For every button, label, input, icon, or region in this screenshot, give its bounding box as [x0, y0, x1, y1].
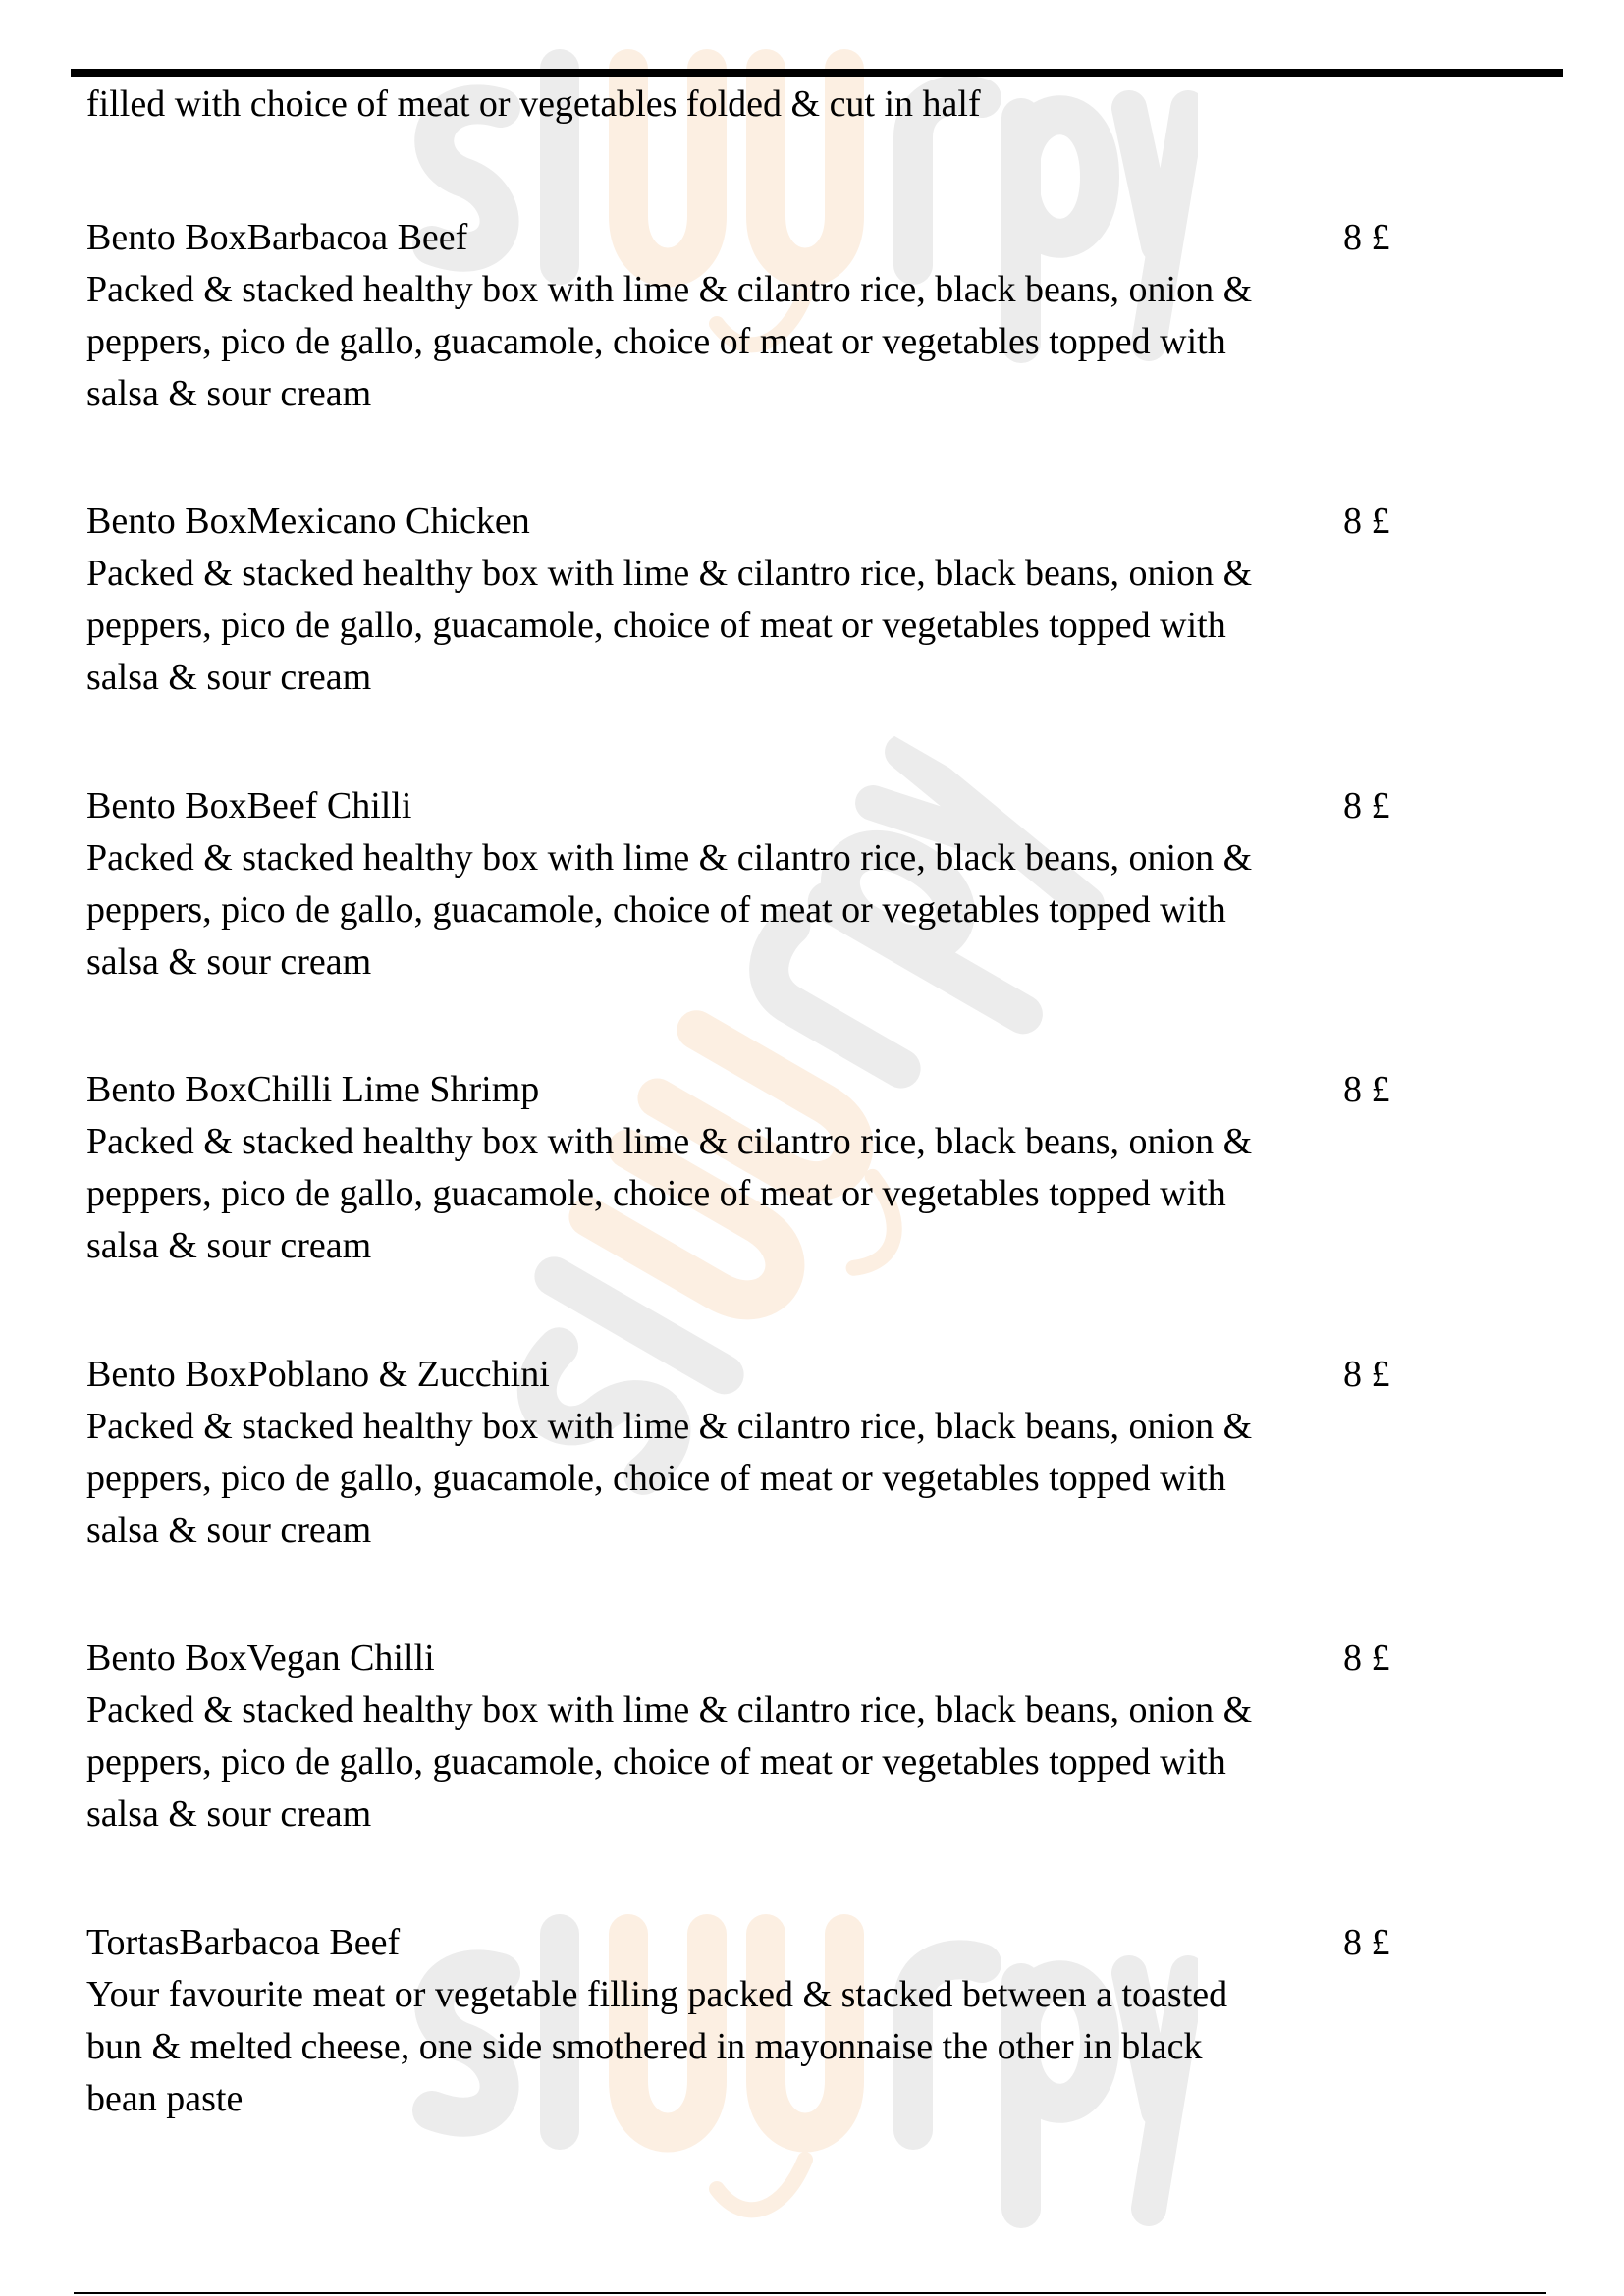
item-description: Your favourite meat or vegetable filling packed & stacked between a toasted bun & melted cheese, one side smothered in mayonnaise the other in black bean paste	[86, 1974, 1228, 2119]
item-title: Bento BoxVegan Chilli	[86, 1637, 435, 1679]
item-description: Packed & stacked healthy box with lime & cilantro rice, black beans, onion & peppers, pico de gallo, guacamole, choice of meat or vegetables topped with salsa & sour cream	[86, 1121, 1253, 1266]
menu-item	[86, 1632, 1559, 1841]
item-description: Packed & stacked healthy box with lime & cilantro rice, black beans, onion & peppers, pico de gallo, guacamole, choice of meat or vegetables topped with salsa & sour cream	[86, 1689, 1253, 1835]
menu-item	[86, 780, 1559, 988]
item-price: 8 £	[1343, 1637, 1390, 1679]
item-price: 8 £	[1343, 1069, 1390, 1110]
item-title: Bento BoxPoblano & Zucchini	[86, 1354, 550, 1395]
item-title: Bento BoxBarbacoa Beef	[86, 217, 468, 258]
bottom-divider	[74, 2292, 1546, 2294]
item-description: Packed & stacked healthy box with lime & cilantro rice, black beans, onion & peppers, pico de gallo, guacamole, choice of meat or vegetables topped with salsa & sour cream	[86, 1406, 1253, 1551]
item-price: 8 £	[1343, 1354, 1390, 1395]
item-price: 8 £	[1343, 1922, 1390, 1963]
menu-item	[86, 212, 1559, 420]
item-price: 8 £	[1343, 501, 1390, 542]
item-description: Packed & stacked healthy box with lime & cilantro rice, black beans, onion & peppers, pico de gallo, guacamole, choice of meat or vegetables topped with salsa & sour cream	[86, 553, 1253, 698]
menu-item	[86, 1064, 1559, 1272]
item-title: Bento BoxBeef Chilli	[86, 785, 412, 827]
item-price: 8 £	[1343, 785, 1390, 827]
item-description: Packed & stacked healthy box with lime & cilantro rice, black beans, onion & peppers, pico de gallo, guacamole, choice of meat or vegetables topped with salsa & sour cream	[86, 837, 1253, 983]
menu-item	[86, 1917, 1559, 2125]
item-title: Bento BoxMexicano Chicken	[86, 501, 530, 542]
continued-description: filled with choice of meat or vegetables folded & cut in half	[86, 83, 981, 125]
item-title: TortasBarbacoa Beef	[86, 1922, 401, 1963]
top-divider	[71, 69, 1563, 77]
item-price: 8 £	[1343, 217, 1390, 258]
menu-item	[86, 1349, 1559, 1557]
item-description: Packed & stacked healthy box with lime & cilantro rice, black beans, onion & peppers, pico de gallo, guacamole, choice of meat or vegetables topped with salsa & sour cream	[86, 269, 1253, 414]
item-title: Bento BoxChilli Lime Shrimp	[86, 1069, 540, 1110]
menu-item	[86, 496, 1559, 704]
